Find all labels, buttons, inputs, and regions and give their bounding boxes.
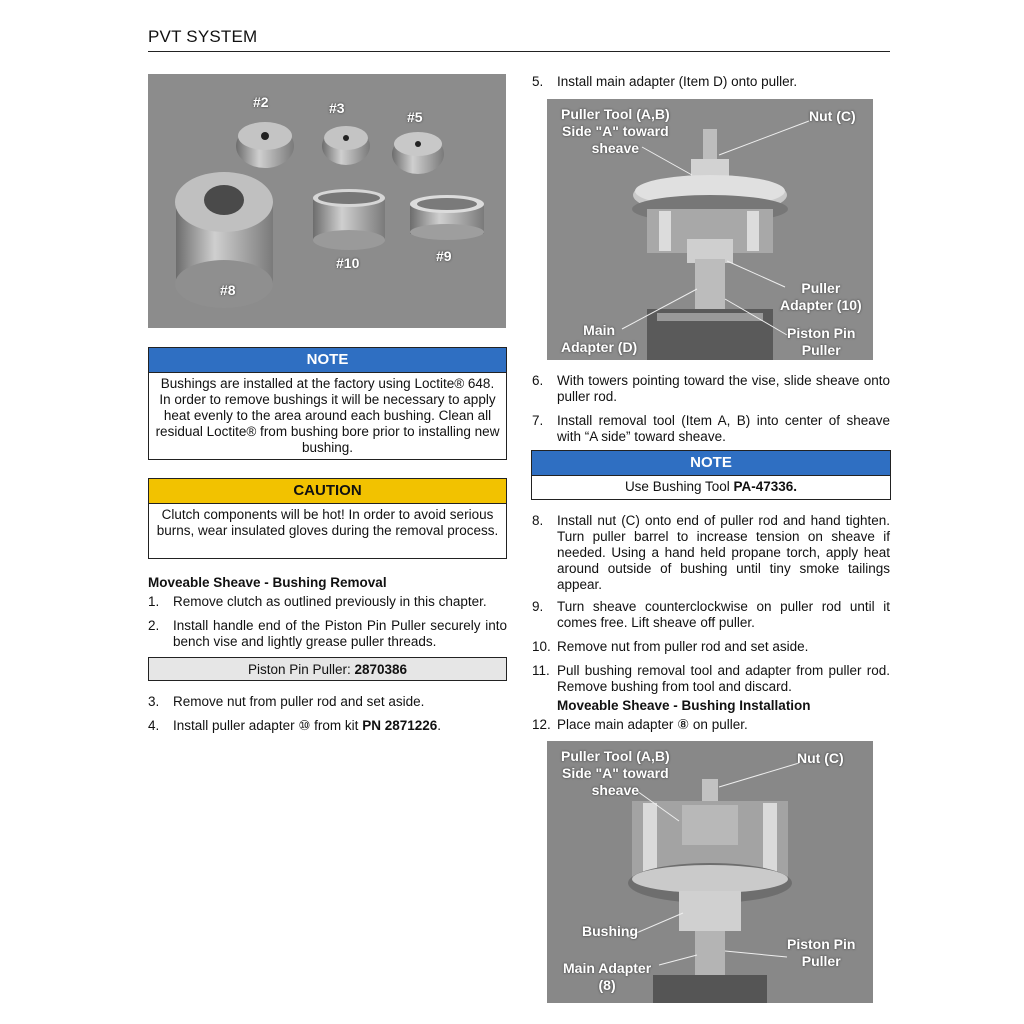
- note-box-bushing-tool: [531, 450, 891, 500]
- label-piston-pin-puller: Piston Pin Puller: [787, 936, 856, 969]
- step-number: 10.: [532, 639, 551, 654]
- puller-part-label: Piston Pin Puller:: [247, 662, 355, 677]
- part-label-10: #10: [336, 255, 360, 271]
- label-piston-pin-puller: Piston Pin Puller: [787, 325, 856, 358]
- label-puller-tool: Puller Tool (A,B) Side "A" toward sheave: [561, 748, 670, 798]
- step-number: 7.: [532, 413, 544, 428]
- caution-heading: CAUTION: [149, 479, 506, 504]
- step-11: [532, 663, 890, 695]
- step-number: 6.: [532, 373, 544, 388]
- step-text: Remove clutch as outlined previously in this chapter.: [173, 594, 487, 609]
- bushing-tool-number: PA-47336.: [733, 479, 798, 494]
- step-text: With towers pointing toward the vise, slide sheave onto puller rod.: [557, 373, 890, 404]
- step-12: [532, 717, 890, 733]
- step-number: 5.: [532, 74, 544, 89]
- label-nut: Nut (C): [809, 108, 856, 124]
- label-nut: Nut (C): [797, 750, 844, 766]
- page-header: PVT SYSTEM: [148, 27, 258, 46]
- step-text: Install handle end of the Piston Pin Puller securely into bench vise and lightly grease puller threads.: [173, 618, 507, 649]
- part-label-5: #5: [407, 109, 423, 125]
- step-6: [532, 373, 890, 405]
- step-text: Pull bushing removal tool and adapter from puller rod. Remove bushing from tool and discard.: [557, 663, 890, 694]
- caution-body: Clutch components will be hot! In order to avoid serious burns, wear insulated gloves during the removal process.: [156, 507, 499, 538]
- part-label-8: #8: [220, 282, 236, 298]
- step-number: 11.: [532, 663, 550, 678]
- step-number: 12.: [532, 717, 551, 732]
- label-puller-adapter: Puller Adapter (10): [780, 280, 862, 313]
- step-3: [148, 694, 507, 710]
- note-text: Use Bushing Tool: [624, 479, 734, 494]
- step-text: [173, 718, 507, 734]
- step-9: [532, 599, 890, 631]
- kit-part-number: PN 2871226: [362, 718, 438, 733]
- label-bushing: Bushing: [582, 923, 638, 939]
- step-text: Install removal tool (Item A, B) into center of sheave with “A side” toward sheave.: [557, 413, 890, 444]
- step-text: Turn sheave counterclockwise on puller rod until it comes free. Lift sheave off puller.: [557, 599, 890, 630]
- step-number: 8.: [532, 513, 544, 528]
- installation-section-title: Moveable Sheave - Bushing Installation: [557, 698, 811, 713]
- step-number: 9.: [532, 599, 544, 614]
- bushing-installation-photo: [547, 741, 873, 1003]
- step-text-part: Install puller adapter ⑩ from kit: [173, 718, 363, 733]
- step-number: 3.: [148, 694, 160, 709]
- step-1: [148, 594, 507, 610]
- step-text: Remove nut from puller rod and set aside.: [557, 639, 809, 654]
- caution-box: [148, 478, 507, 559]
- puller-part-box: [148, 657, 507, 681]
- sheave-removal-photo: [547, 99, 873, 360]
- header-divider: [148, 51, 890, 52]
- part-label-3: #3: [329, 100, 345, 116]
- note-heading: NOTE: [532, 451, 890, 476]
- tool-kit-illustration: [148, 74, 506, 328]
- step-8: [532, 513, 890, 593]
- step-7: [532, 413, 890, 445]
- step-text-part: .: [437, 718, 442, 733]
- label-puller-tool: Puller Tool (A,B) Side "A" toward sheave: [561, 106, 670, 156]
- step-5: [532, 74, 890, 90]
- tool-kit-photo: [148, 74, 506, 328]
- step-text: Remove nut from puller rod and set aside.: [173, 694, 425, 709]
- note-body: Bushings are installed at the factory using Loctite® 648. In order to remove bushings it will be necessary to apply heat evenly to the area around each bushing. Clean all residual Loctite® from bushing bore prior to installing new bushing.: [155, 376, 500, 455]
- step-number: 1.: [148, 594, 160, 609]
- step-text: Install main adapter (Item D) onto puller.: [557, 74, 798, 89]
- note-body: [532, 476, 890, 500]
- label-main-adapter: Main Adapter (8): [563, 960, 652, 993]
- step-text: Place main adapter ⑧ on puller.: [557, 717, 748, 732]
- removal-section-title: Moveable Sheave - Bushing Removal: [148, 575, 387, 590]
- note-heading: NOTE: [149, 348, 506, 373]
- step-10: [532, 639, 890, 655]
- step-number: 4.: [148, 718, 160, 733]
- note-box: [148, 347, 507, 460]
- step-text: Install nut (C) onto end of puller rod and hand tighten. Turn puller barrel to increase tension on sheave if needed. Using a hand held propane torch, apply heat around outside of bushing until tiny smoke tailings appear.: [557, 513, 890, 592]
- part-label-9: #9: [436, 248, 452, 264]
- part-label-2: #2: [253, 94, 269, 110]
- label-main-adapter: Main Adapter (D): [561, 322, 638, 355]
- puller-part-number: 2870386: [354, 662, 408, 677]
- step-4: [148, 718, 507, 734]
- step-number: 2.: [148, 618, 160, 633]
- step-2: [148, 618, 507, 650]
